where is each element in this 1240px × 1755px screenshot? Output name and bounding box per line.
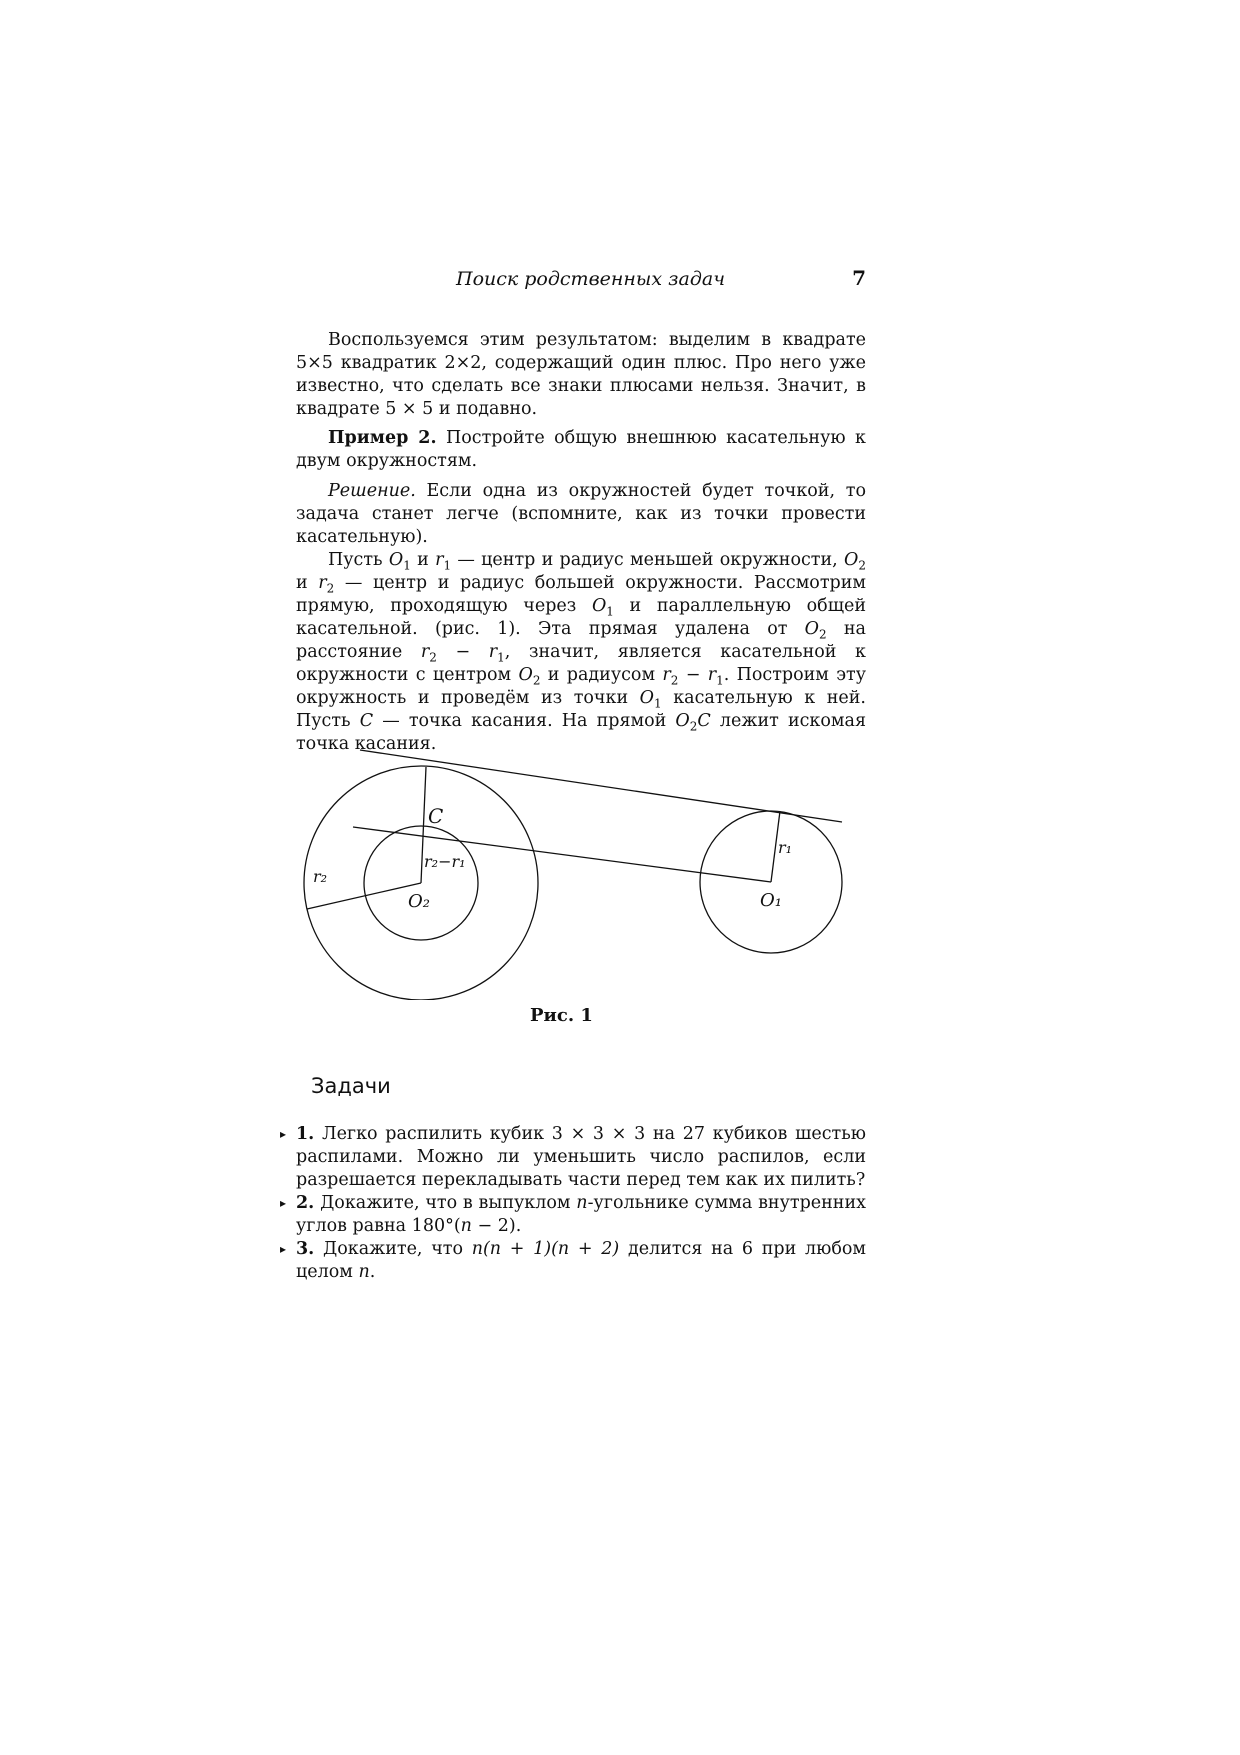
label-o2: O₂: [408, 891, 430, 912]
page-number: 7: [852, 266, 866, 290]
solution-label: Решение.: [328, 481, 416, 501]
solution: [296, 480, 866, 549]
problem-item: ▸ 3. Докажите, что n(n + 1)(n + 2) делится на 6 при любом целом n.: [280, 1239, 867, 1282]
solution-text: Если одна из окружностей будет точкой, то задача станет легче (вспомните, как из точки провести касательную).: [296, 481, 866, 547]
section-title: Задачи: [311, 1074, 391, 1098]
problem-text: Легко распилить кубик 3 × 3 × 3 на 27 кубиков шестью распилами. Можно ли уменьшить число распилов, если разрешается перекладывать части перед тем как их пилить?: [296, 1124, 866, 1190]
problem-number: 3.: [296, 1239, 315, 1259]
running-header: [296, 268, 866, 298]
figure-1: [290, 745, 870, 1000]
problem-number: 1.: [296, 1124, 315, 1144]
label-o1: O₁: [760, 890, 782, 911]
triangle-bullet-icon: ▸: [280, 1127, 287, 1141]
paragraph-result: [296, 329, 866, 421]
example-text: Постройте общую внешнюю касательную к двум окружностям.: [296, 428, 866, 471]
problem-item: [280, 1123, 866, 1192]
running-title: Поиск родственных задач: [456, 268, 726, 290]
triangle-bullet-icon: ▸: [280, 1196, 287, 1210]
problems-list: [280, 1123, 867, 1284]
label-r2: r₂: [313, 867, 328, 886]
example-2: [296, 427, 866, 473]
paragraph-construction: Пусть $O_1$ и $r_1$ — центр и радиус меньшей окружности, $O_2$ и $r_2$ — центр и радиус большей окружности. Рассмотрим прямую, проходящую через $O_1$ и параллельную общей касательной. (рис. 1). Эта прямая удалена от $O_2$ на расстояние $r_2 - r_1$, значит, является касательной к окружности с центром $O_2$ и радиусом $r_2 - r_1$. Построим эту окружность и проведём из точки $O_1$ касательную к ней. Пусть C — точка касания. На прямой $O_2C$ лежит искомая точка касания.: [296, 550, 866, 754]
problem-item: ▸ 2. Докажите, что в выпуклом n-угольнике сумма внутренних углов равна 180°(n − 2).: [280, 1193, 866, 1236]
paragraph-text: Воспользуемся этим результатом: выделим в квадрате 5×5 квадратик 2×2, содержащий один плюс. Про него уже известно, что сделать все знаки плюсами нельзя. Значит, в квадрате 5 × 5 и подавно.: [296, 330, 866, 419]
triangle-bullet-icon: ▸: [280, 1242, 287, 1256]
problem-number: 2.: [296, 1193, 315, 1213]
figure-caption: Рис. 1: [530, 1005, 593, 1026]
example-label: Пример 2.: [328, 428, 437, 448]
label-r2-minus-r1: r₂−r₁: [424, 852, 466, 871]
label-c: C: [428, 804, 444, 828]
parallel-line-through-o1: [353, 827, 771, 882]
label-r1: r₁: [778, 838, 793, 857]
